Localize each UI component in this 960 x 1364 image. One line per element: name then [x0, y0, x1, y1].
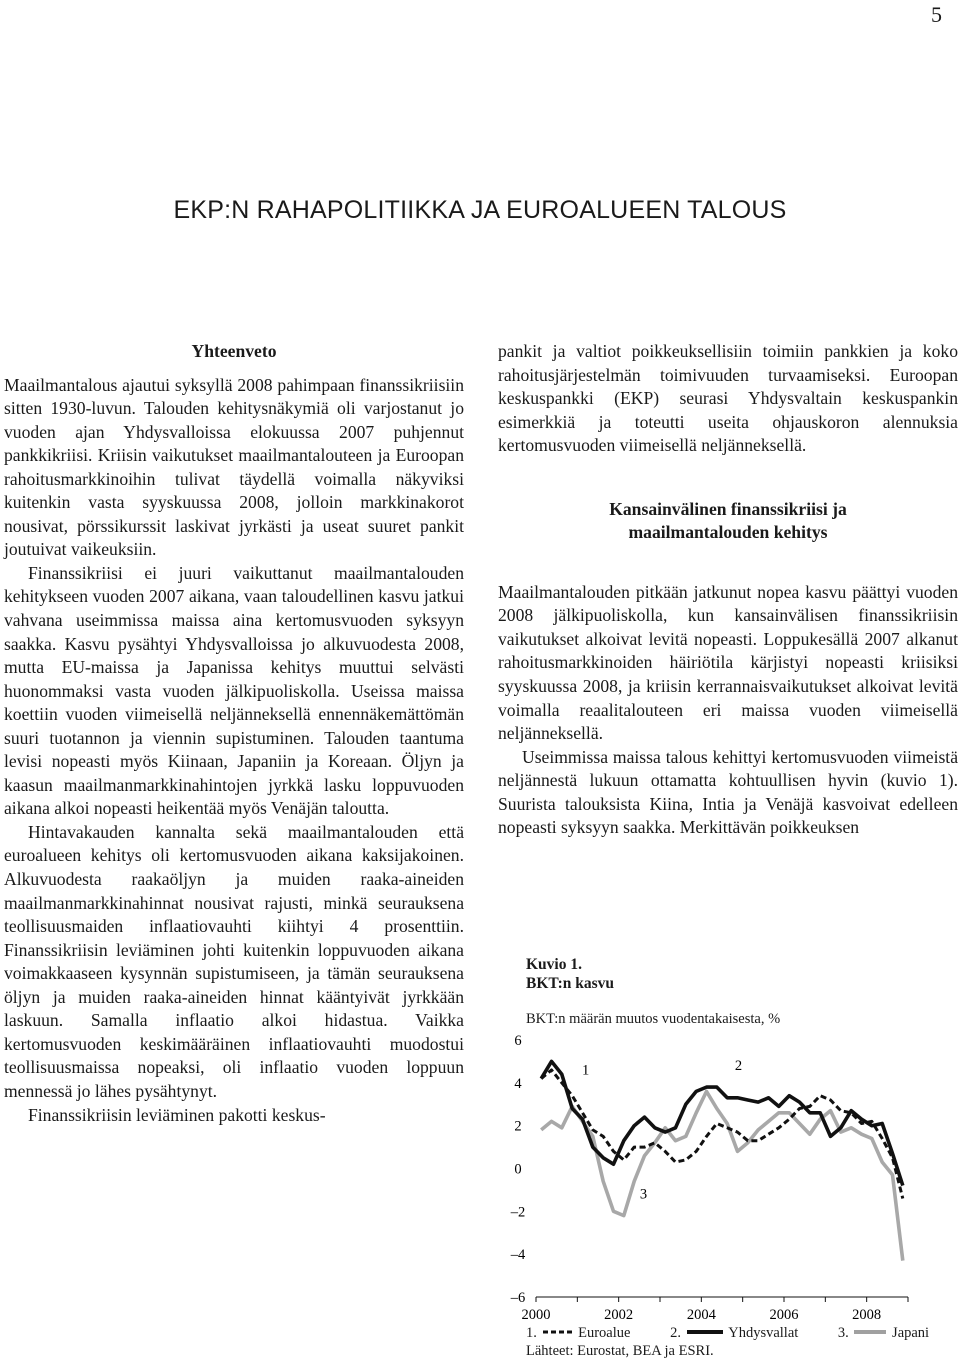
legend-swatch-yhdysvallat [685, 1327, 725, 1337]
x-tick-label: 2008 [852, 1307, 882, 1323]
chart-legend [526, 1325, 929, 1342]
legend-num-2: 2. [670, 1325, 681, 1342]
document-title: EKP:N RAHAPOLITIIKKA JA EUROALUEEN TALOUS [173, 196, 787, 224]
x-tick-label: 2006 [769, 1307, 799, 1323]
right-continuation-paragraph: pankit ja valtiot poikkeuksellisiin toimiin pankkien ja koko rahoitusjärjestelmän toimivuuden turvaamiseksi. Euroopan keskuspankki (EKP) seurasi Yhdysvaltain keskuspankin esimerkkiä ja toteutti useita ohjauskoron alennuksia kertomusvuoden viimeisellä neljänneksellä. [498, 341, 958, 456]
left-paragraph-1: Maailmantalous ajautui syksyllä 2008 pahimpaan finanssikriisiin sitten 1930-luvun. Talouden kehitysnäkymiä oli varjostanut jo vuoden ajan Yhdysvalloissa elokuussa 2007 puhjennut pankkikriisi. Kriisin vaikutukset maailmantalouteen ja Euroopan rahoitusmarkkinoihin tulivat täydellä voimalla näkyviksi kuitenkin vasta syyskuussa 2008, jolloin markkinakorot nousivat, pörssikurssit laskivat jyrkästi ja useat suuret pankit joutuivat vaikeuksiin. [4, 374, 464, 560]
page-number: 5 [931, 2, 942, 27]
section-heading-line-2: maailmantalouden kehitys [628, 522, 828, 543]
legend-label-yhdysvallat: Yhdysvallat [728, 1325, 799, 1342]
figure-subtitle: BKT:n määrän muutos vuodentakaisesta, % [526, 1011, 781, 1027]
summary-heading: Yhteenveto [191, 341, 277, 361]
left-paragraph-2: Finanssikriisi ei juuri vaikuttanut maailmantalouden kehitykseen vuoden 2007 aikana, vaan taloudellinen kasvu jatkui vahvana useimmissa maissa aina kertomusvuoden syksyyn saakka. Kasvu pysähtyi Yhdysvalloissa jo alkuvuodesta 2008, mutta EU-maissa ja Japanissa kehitys muuttui selvästi huonommaksi vasta vuoden jälkipuoliskolla. Useissa maissa koettiin vuoden viimeisellä neljänneksellä ennennäkemättömän suuri tuotannon ja viennin supistuminen. Talouden taantuma levisi nopeasti myös Kiinaan, Japaniin ja Koreaan. Öljyn ja kaasun maailmanmarkkinahintojen jyrkkä lasku loppuvuoden aikana alkoi nopeasti heikentää myös Venäjän taloutta. [4, 562, 464, 819]
x-axis [522, 1297, 909, 1323]
y-axis [510, 1033, 526, 1306]
left-paragraph-4: Finanssikriisin leviäminen pakotti keskus- [28, 1104, 326, 1125]
right-paragraph-2: Useimmissa maissa talous kehittyi kertomusvuoden viimeistä neljännestä lukuun ottamatta kohtuullisen hyvin (kuvio 1). Suurista talouksista Kiina, Intia ja Venäjä kasvoivat edelleen nopeasti syksyyn saakka. Merkittävän poikkeuksen [498, 746, 958, 838]
left-paragraph-3: Hintavakauden kannalta sekä maailmantalouden että euroalueen kehitys oli kertomusvuoden aikana kaksijakoinen. Alkuvuodesta raakaöljyn ja muiden raaka-aineiden maailmanmarkkinahinnat nousivat rajusti, minkä seurauksena teollisuusmaiden inflaatiovauhti kiihtyi 4 prosenttiin. Finanssikriisin leviäminen johti kuitenkin loppuvuoden aikana voimakkaaseen kysynnän supistumiseen, ja tämän seurauksena öljyn ja muiden raaka-aineiden hinnat kääntyivät jyrkkään laskuun. Samalla inflaatio alkoi hidastua. Vaikka kertomusvuoden keskimääräinen inflaatiovauhti muodostui teollisuusmaissa nopeaksi, oli inflaatio vuoden loppuun mennessä jo lähes pysähtynyt. [4, 821, 464, 1101]
right-paragraph-1: Maailmantalouden pitkään jatkunut nopea kasvu päättyi vuoden 2008 jälkipuoliskolla, kun kansainvälisen finanssikriisin vaikutukset alkoivat levitä nopeasti. Loppukesällä 2007 alkanut rahoitusmarkkinoiden häiriötila kärjistyi nopeasti kriisiksi syyskuussa 2008, ja kriisin kerrannaisvaikutukset alkoivat levitä voimalla reaalitalouteen eri maissa vuoden viimeisellä neljänneksellä. [498, 581, 958, 744]
legend-swatch-japani [852, 1327, 888, 1337]
legend-num-3: 3. [837, 1325, 849, 1342]
y-tick-label: 2 [514, 1118, 522, 1135]
x-tick-label: 2002 [604, 1307, 634, 1323]
figure-sources: Lähteet: Eurostat, BEA ja ESRI. [526, 1343, 714, 1359]
x-tick-label: 2004 [686, 1307, 716, 1323]
series-label: 1 [581, 1062, 590, 1079]
y-tick-label: 4 [514, 1075, 522, 1092]
figure-number: Kuvio 1. [526, 956, 582, 973]
y-tick-label: –6 [510, 1290, 526, 1306]
figure-gdp-growth [498, 955, 958, 1360]
legend-swatch-euroalue [541, 1327, 575, 1337]
y-tick-label: –4 [510, 1247, 526, 1264]
series-line-euroalue [541, 1070, 903, 1199]
gdp-line-chart [498, 955, 958, 1325]
series-label: 3 [639, 1186, 648, 1203]
left-column [4, 340, 464, 1127]
legend-label-japani: Japani [892, 1325, 930, 1342]
legend-label-euroalue: Euroalue [578, 1325, 631, 1342]
section-heading-line-1: Kansainvälinen finanssikriisi ja [609, 498, 847, 519]
y-tick-label: –2 [510, 1204, 526, 1221]
x-tick-label: 2000 [521, 1307, 551, 1323]
y-tick-label: 6 [514, 1033, 522, 1049]
figure-caption: BKT:n kasvu [526, 975, 615, 992]
chart-series [541, 1061, 903, 1260]
series-label: 2 [734, 1057, 743, 1074]
right-column [498, 340, 958, 840]
y-tick-label: 0 [514, 1161, 522, 1178]
section-heading [498, 498, 958, 545]
series-line-yhdysvallat [541, 1061, 903, 1185]
legend-num-1: 1. [526, 1325, 537, 1342]
